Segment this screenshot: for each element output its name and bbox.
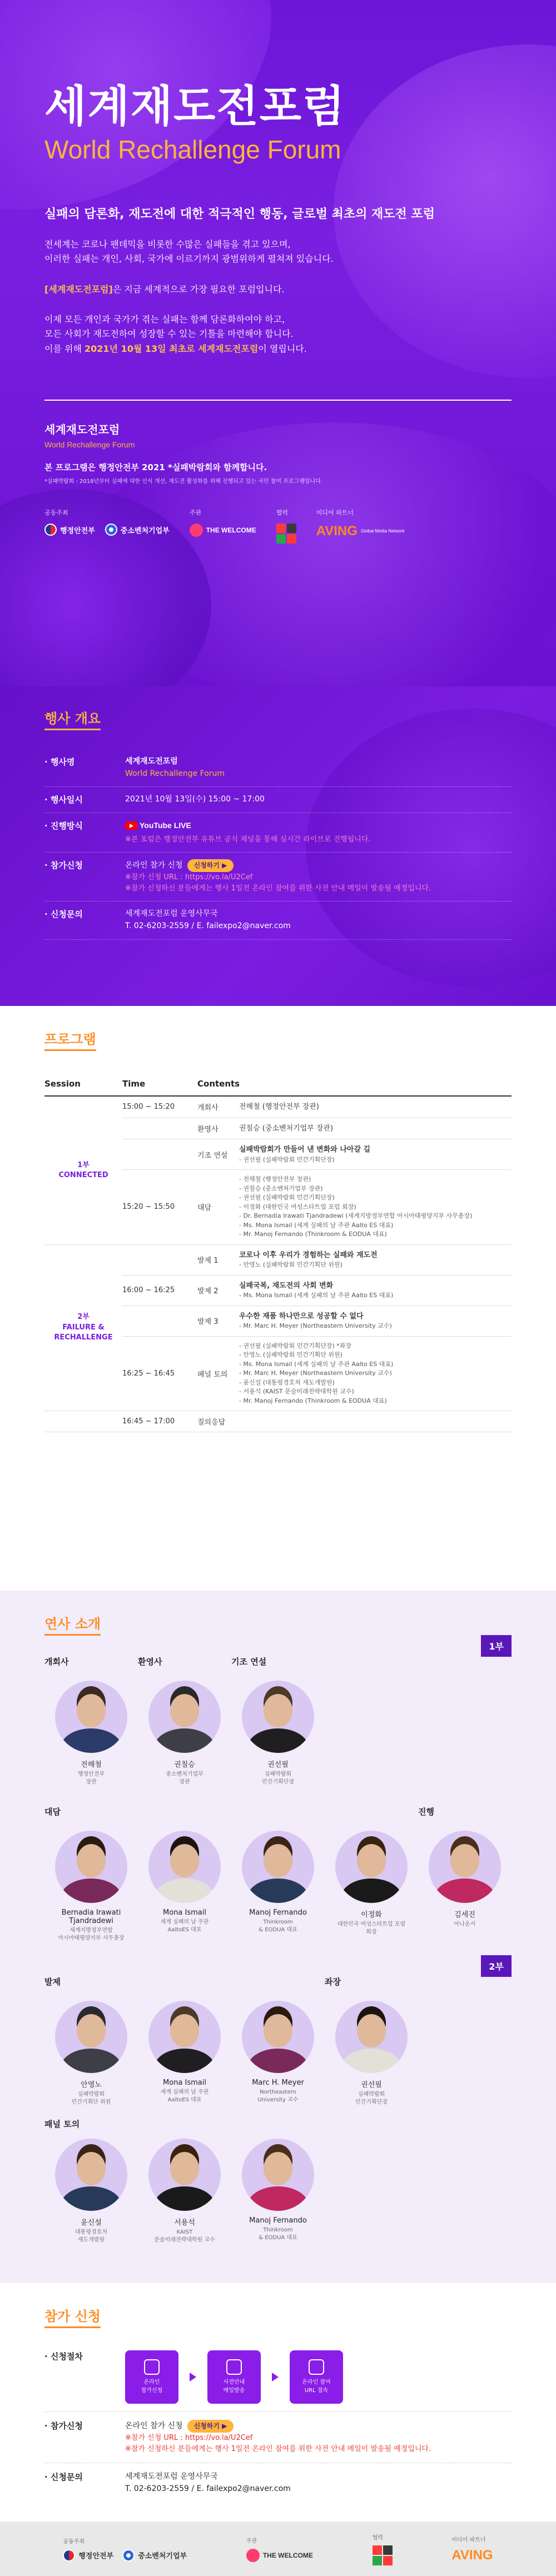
intro-line: 전세계는 코로나 팬데믹을 비롯한 수많은 실패들을 겪고 있으며, xyxy=(44,238,291,250)
footer-organizer-group xyxy=(246,2536,313,2562)
step-label: 사전안내 메일발송 xyxy=(223,2379,245,2394)
reg-row xyxy=(44,2343,512,2412)
overview-row xyxy=(44,787,512,813)
program-desc xyxy=(239,1244,512,1275)
session-label xyxy=(44,1411,122,1432)
group-label: 발제 xyxy=(44,1977,61,1987)
col-header-time: Time xyxy=(122,1073,197,1096)
mail-icon xyxy=(226,2359,242,2375)
program-row xyxy=(44,1244,512,1275)
speaker-role: Thinkroom & EODUA 대표 xyxy=(259,1919,297,1933)
page-title: 세계재도전포럼 xyxy=(44,82,346,132)
speaker-row xyxy=(44,2001,512,2106)
program-time: 16:45 ~ 17:00 xyxy=(122,1411,197,1432)
program-desc xyxy=(239,1306,512,1336)
speaker-row xyxy=(44,2139,512,2244)
avatar xyxy=(242,1681,314,1753)
youtube-play-icon xyxy=(125,821,137,830)
speaker-card xyxy=(138,1831,231,1942)
coop-group xyxy=(276,508,296,544)
the-welcome-logo xyxy=(246,2549,313,2562)
group-label: 환영사 xyxy=(138,1657,162,1667)
cursor-icon xyxy=(144,2359,160,2375)
avatar xyxy=(335,1831,408,1903)
program-desc xyxy=(239,1139,512,1170)
footer xyxy=(0,2522,556,2576)
the-welcome-logo xyxy=(190,524,256,537)
host2-name: 중소벤처기업부 xyxy=(120,526,170,535)
speaker-role: 세계지방정부연합 아시아태평양지부 사무총장 xyxy=(58,1927,125,1941)
reg-row xyxy=(44,2412,512,2463)
speaker-role: 행정안전부 장관 xyxy=(77,1771,105,1785)
apply-button[interactable]: 신청하기 ▶ xyxy=(187,859,234,872)
footer-media-group xyxy=(451,2535,493,2563)
program-time xyxy=(122,1306,197,1336)
section-heading: 프로그램 xyxy=(44,1028,96,1051)
speaker-role: 아나운서 xyxy=(454,1921,476,1927)
avatar xyxy=(55,1831,127,1903)
intro-text xyxy=(44,237,512,356)
welcome-icon xyxy=(190,524,203,537)
program-speaker: - Mr. Manoj Fernando (Thinkroom & EODUA 대표) xyxy=(239,1397,387,1404)
overview-section xyxy=(0,686,556,1006)
program-time: 16:25 ~ 16:45 xyxy=(122,1336,197,1411)
speaker-name: 안영노 xyxy=(81,2081,102,2089)
program-desc xyxy=(239,1170,512,1245)
speaker-card xyxy=(231,2139,325,2244)
speaker-role: 대한민국 여성스타트업 포럼 회장 xyxy=(337,1921,406,1935)
program-speaker: - Mr. Marc H. Meyer (Northeastern University 교수) xyxy=(239,1322,392,1329)
speaker-role: 실패박람회 민간기획단 위원 xyxy=(71,2091,111,2105)
page-title-en: World Rechallenge Forum xyxy=(44,134,341,164)
sub-title-en: World Rechallenge Forum xyxy=(44,440,135,450)
program-type: 대담 xyxy=(197,1170,239,1245)
intro-line: 이러한 실패는 개인, 사회, 국가에 이르기까지 광범위하게 펼쳐져 있습니다. xyxy=(44,253,334,265)
footer-label: 미디어 파트너 xyxy=(451,2537,486,2543)
intro-line: 이를 위해 xyxy=(44,343,85,354)
step-join xyxy=(290,2350,343,2404)
partner-logos xyxy=(44,508,512,544)
contact-info: T. 02-6203-2559 / E. failexpo2@naver.com xyxy=(125,2484,291,2493)
program-time: 15:00 ~ 15:20 xyxy=(122,1096,197,1118)
program-speaker: - 권선필 (실패박람회 민간기획단장) xyxy=(239,1194,335,1201)
section-heading: 연사 소개 xyxy=(44,1613,101,1636)
sub-desc: 본 프로그램은 행정안전부 2021 *실패박람회와 함께합니다. xyxy=(44,462,267,473)
method-value: YouTube LIVE xyxy=(140,821,191,830)
organizer-group xyxy=(190,508,256,544)
program-speaker: - 권칠승 (중소벤처기업부 장관) xyxy=(239,1184,323,1192)
speaker-name: 권선필 xyxy=(361,2081,382,2089)
avatar xyxy=(148,1681,221,1753)
aving-logo xyxy=(451,2548,493,2563)
event-name-en: World Rechallenge Forum xyxy=(125,769,225,778)
media-label: 미디어 파트너 xyxy=(316,509,354,517)
speaker-name: 윤신설 xyxy=(81,2219,102,2227)
group-label: 대담 xyxy=(44,1807,61,1817)
speaker-name: Mona Ismail xyxy=(163,1909,206,1917)
program-speaker: - Mr. Manoj Fernando (Thinkroom & EODUA 대표) xyxy=(239,1230,387,1238)
speaker-name: 권칠승 xyxy=(174,1761,195,1769)
part1-badge: 1부 xyxy=(481,1635,512,1657)
avatar xyxy=(148,2001,221,2073)
program-speaker: - Ms. Mona Ismail (세계 실패의 날 주관 Aalto ES 대표) xyxy=(239,1360,394,1368)
footer-label: 주관 xyxy=(246,2538,257,2544)
method-note: ※본 포럼은 행정안전부 유튜브 공식 채널을 통해 실시간 라이브로 진행됩니다. xyxy=(125,835,371,844)
program-time: 16:00 ~ 16:25 xyxy=(122,1275,197,1306)
apply-note: ※참가 신청하신 분들에게는 행사 1일전 온라인 참여를 위한 사전 안내 메일이 발송될 예정입니다. xyxy=(125,884,431,893)
avatar xyxy=(148,2139,221,2211)
program-speaker: - 이정화 (대한민국 여성스타트업 포럼 회장) xyxy=(239,1203,356,1210)
speaker-name: 서용석 xyxy=(174,2219,195,2227)
apply-label: 온라인 참가 신청 xyxy=(125,861,183,870)
media-group xyxy=(316,508,405,544)
speaker-card xyxy=(231,1831,325,1942)
program-time xyxy=(122,1118,197,1139)
mois-logo xyxy=(63,2549,113,2562)
speaker-card xyxy=(44,1831,138,1942)
program-speaker: - 권선필 (실패박람회 민간기획단장) xyxy=(239,1155,335,1163)
intro-highlight: 2021년 10월 13일 최초로 세계재도전포럼 xyxy=(85,343,259,354)
speaker-card xyxy=(325,1831,418,1942)
speaker-card xyxy=(138,2139,231,2244)
program-speaker: - 윤신설 (대통령경호처 재도개발원) xyxy=(239,1378,335,1386)
youtube-live-logo xyxy=(125,820,191,832)
program-type: 기조 연설 xyxy=(197,1139,239,1170)
speaker-role: 대통령경호처 재도개발원 xyxy=(75,2229,107,2243)
mois-logo xyxy=(44,524,95,536)
avatar xyxy=(55,2139,127,2211)
speaker-role: Northeastern University 교수 xyxy=(257,2089,299,2103)
host-label: 공동주최 xyxy=(44,509,68,517)
speaker-role: 실패박람회 민간기획단장 xyxy=(262,1771,294,1785)
program-topic: 우수한 재품 하나만으로 성공할 수 없다 xyxy=(239,1312,364,1321)
mss-emblem-icon xyxy=(122,2549,135,2562)
session-label: 1부 CONNECTED xyxy=(44,1096,122,1244)
intro-line: 이제 모든 개인과 국가가 겪는 실패는 함께 담론화하여야 하고, xyxy=(44,313,285,325)
avatar xyxy=(55,1681,127,1753)
group-label: 진행 xyxy=(418,1807,434,1817)
speaker-name: 전해철 xyxy=(81,1761,102,1769)
speaker-name: Manoj Fernando xyxy=(249,2216,307,2225)
program-speaker: - 서용석 (KAIST 문술미래전략대학원 교수) xyxy=(239,1388,354,1395)
footer-coop-group xyxy=(373,2533,393,2565)
arrow-right-icon xyxy=(190,2373,196,2381)
row-key: · 신청문의 xyxy=(44,2471,125,2495)
speaker-name: Bernadia Irawati Tjandradewi xyxy=(61,1909,121,1925)
organizer-label: 주관 xyxy=(189,509,201,517)
program-type: 개회사 xyxy=(197,1096,239,1118)
welcome-icon xyxy=(246,2549,260,2562)
program-row xyxy=(44,1096,512,1118)
speaker-name: 이정화 xyxy=(361,1911,382,1919)
aving-logo xyxy=(316,524,405,539)
program-speaker: - Ms. Mona Ismail (세계 실패의 날 주관 Aalto ES 대표) xyxy=(239,1221,394,1229)
program-speaker: - 권선필 (실패박람회 민간기획단장) *좌장 xyxy=(239,1342,352,1349)
program-type: 발제 3 xyxy=(197,1306,239,1336)
play-icon xyxy=(309,2359,324,2375)
program-speaker: 권칠승 (중소벤처기업부 장관) xyxy=(239,1124,334,1133)
media-name: AVING xyxy=(316,524,358,539)
overview-table xyxy=(44,749,512,940)
speaker-card xyxy=(138,2001,231,2106)
program-row xyxy=(44,1411,512,1432)
speaker-role: Thinkroom & EODUA 대표 xyxy=(259,2227,297,2241)
step-apply xyxy=(125,2350,178,2404)
hero-section xyxy=(0,0,556,686)
group-label: 패널 토의 xyxy=(44,2119,80,2129)
divider xyxy=(44,400,512,401)
program-type: 발제 1 xyxy=(197,1244,239,1275)
speaker-card xyxy=(44,2001,138,2106)
speaker-card xyxy=(138,1681,231,1786)
speaker-row xyxy=(44,1831,512,1942)
arrow-right-icon xyxy=(272,2373,279,2381)
speaker-role: 중소벤처기업부 장관 xyxy=(166,1771,203,1785)
avatar xyxy=(242,2139,314,2211)
korea-emblem-icon xyxy=(44,524,57,536)
speaker-card xyxy=(231,1681,325,1786)
apply-url-link[interactable]: ※참가 신청 URL : https://vo.la/U2Cef xyxy=(125,873,253,881)
mss-logo xyxy=(122,2549,187,2562)
host2-name: 중소벤처기업부 xyxy=(138,2552,187,2560)
media-sub: Global Media Network xyxy=(360,528,405,534)
speaker-role: 세계 실패의 날 주관 AaltoES 대표 xyxy=(160,1919,209,1933)
coop-logo-icon xyxy=(373,2545,393,2565)
contact-org: 세계재도전포럼 운영사무국 xyxy=(125,2472,218,2481)
reg-row xyxy=(44,2463,512,2503)
footer-label: 공동주최 xyxy=(63,2538,85,2545)
organizer-name: THE WELCOME xyxy=(262,2551,313,2559)
row-key: · 신청절차 xyxy=(44,2350,125,2404)
program-speaker: - 안영노 (실패박람회 민간기획단 위원) xyxy=(239,1261,342,1268)
program-type: 패널 토의 xyxy=(197,1336,239,1411)
speaker-name: 권선필 xyxy=(267,1761,289,1769)
footer-host-group xyxy=(63,2537,187,2562)
session-label: 2부 FAILURE & RECHALLENGE xyxy=(44,1244,122,1411)
program-table xyxy=(44,1073,512,1432)
row-key: · 참가신청 xyxy=(44,2420,125,2455)
avatar xyxy=(148,1831,221,1903)
program-time: 15:20 ~ 15:50 xyxy=(122,1170,197,1245)
apply-note: ※참가 신청하신 분들에게는 행사 1일전 온라인 참여를 위한 사전 안내 메일이 발송될 예정입니다. xyxy=(125,2444,431,2453)
overview-row xyxy=(44,813,512,853)
avatar xyxy=(242,2001,314,2073)
speaker-card xyxy=(418,1831,512,1942)
speaker-name: Manoj Fernando xyxy=(249,1909,307,1917)
overview-row xyxy=(44,853,512,901)
avatar xyxy=(335,2001,408,2073)
intro-line: 은 지금 세계적으로 가장 필요한 포럼입니다. xyxy=(112,283,285,295)
row-key: · 참가신청 xyxy=(44,859,125,894)
speaker-role: 실패박람회 민간기획단장 xyxy=(355,2091,388,2105)
part2-badge: 2부 xyxy=(481,1955,512,1977)
program-speaker: - Dr. Bernadia Irawati Tjandradewi (세계지방정부연합 아시아태평양지부 사무총장) xyxy=(239,1212,473,1219)
event-date: 2021년 10월 13일(수) 15:00 ~ 17:00 xyxy=(125,795,265,804)
host1-name: 행정안전부 xyxy=(78,2552,114,2560)
apply-label: 온라인 참가 신청 xyxy=(125,2421,183,2430)
speaker-card xyxy=(44,1681,138,1786)
event-name: 세계재도전포럼 xyxy=(125,757,178,766)
mss-emblem-icon xyxy=(105,524,117,536)
overview-row xyxy=(44,749,512,787)
host-group xyxy=(44,508,170,544)
program-type: 환영사 xyxy=(197,1118,239,1139)
coop-logo-icon xyxy=(276,524,296,544)
row-key: · 진행방식 xyxy=(44,820,125,845)
col-header-session: Session xyxy=(44,1073,122,1096)
speaker-role: KAIST 문술미래전략대학원 교수 xyxy=(154,2229,215,2243)
program-speaker: - Ms. Mona Ismail (세계 실패의 날 주관 Aalto ES 대표) xyxy=(239,1292,394,1299)
intro-line: 모든 사회가 재도전하여 성장할 수 있는 기틀을 마련해야 합니다. xyxy=(44,328,294,340)
speaker-name: 김세진 xyxy=(454,1911,475,1919)
program-topic: 실패박람회가 만들어 낸 변화와 나아갈 길 xyxy=(239,1145,371,1154)
program-desc xyxy=(239,1411,512,1432)
apply-url-link[interactable]: ※참가 신청 URL : https://vo.la/U2Cef xyxy=(125,2433,253,2442)
program-speaker: - 안영노 (실패박람회 민간기획단 위원) xyxy=(239,1351,342,1358)
program-speaker: - Mr. Marc H. Meyer (Northeastern University 교수) xyxy=(239,1369,392,1377)
speakers-section xyxy=(0,1591,556,2283)
section-heading: 행사 개요 xyxy=(44,707,101,730)
registration-section xyxy=(0,2283,556,2522)
speaker-card xyxy=(44,2139,138,2244)
tagline: 실패의 담론화, 재도전에 대한 적극적인 행동, 글로벌 최초의 재도전 포럼 xyxy=(44,207,435,221)
section-heading: 참가 신청 xyxy=(44,2305,101,2328)
speaker-name: Mona Ismail xyxy=(163,2079,206,2087)
program-speaker: - 전해철 (행정안전부 장관) xyxy=(239,1175,311,1183)
avatar xyxy=(429,1831,501,1903)
sub-note: *실패박람회 : 2018년부터 실패에 대한 인식 개선, 재도전 활성화를 위해 진행되고 있는 국민 참여 프로그램입니다. xyxy=(44,479,323,485)
speaker-card xyxy=(325,2001,418,2106)
organizer-name: THE WELCOME xyxy=(206,526,256,535)
footer-label: 협력 xyxy=(372,2534,383,2541)
program-type: 발제 2 xyxy=(197,1275,239,1306)
apply-button[interactable]: 신청하기 ▶ xyxy=(187,2420,234,2433)
contact-info: T. 02-6203-2559 / E. failexpo2@naver.com xyxy=(125,921,291,930)
program-topic: 실패국복, 재도전의 사회 변화 xyxy=(239,1281,334,1290)
speaker-name: Marc H. Meyer xyxy=(252,2079,304,2087)
group-label: 개회사 xyxy=(44,1657,69,1667)
program-time xyxy=(122,1244,197,1275)
row-key: · 행사일시 xyxy=(44,794,125,806)
group-label: 기조 연설 xyxy=(231,1657,267,1667)
mss-logo xyxy=(105,524,170,536)
speaker-row xyxy=(44,1681,512,1786)
avatar xyxy=(55,2001,127,2073)
avatar xyxy=(242,1831,314,1903)
col-header-contents: Contents xyxy=(197,1073,512,1096)
korea-emblem-icon xyxy=(63,2549,75,2562)
program-section xyxy=(0,1006,556,1591)
group-label: 좌장 xyxy=(325,1977,341,1987)
intro-line: 이 열립니다. xyxy=(258,343,307,354)
media-name: AVING xyxy=(451,2547,493,2563)
step-label: 온라인 참가신청 xyxy=(141,2379,163,2394)
row-key: · 신청문의 xyxy=(44,908,125,932)
program-time xyxy=(122,1139,197,1170)
program-topic: 코로나 이후 우리가 경험하는 실패와 재도전 xyxy=(239,1250,378,1259)
speaker-card xyxy=(231,2001,325,2106)
program-speaker: 전해철 (행정안전부 장관) xyxy=(239,1103,319,1111)
step-label: 온라인 참여 URL 접속 xyxy=(302,2379,331,2394)
speaker-role: 세계 실패의 날 주관 AaltoES 대표 xyxy=(160,2089,209,2103)
sub-title: 세계재도전포럼 xyxy=(44,423,120,437)
program-desc xyxy=(239,1096,512,1118)
coop-label: 협력 xyxy=(276,509,288,517)
program-type: 질의응답 xyxy=(197,1411,239,1432)
program-desc xyxy=(239,1336,512,1411)
contact-org: 세계재도전포럼 운영사무국 xyxy=(125,909,218,919)
overview-row xyxy=(44,901,512,939)
program-desc xyxy=(239,1275,512,1306)
intro-highlight: [세계재도전포럼] xyxy=(44,283,113,295)
row-key: · 행사명 xyxy=(44,756,125,780)
step-mail xyxy=(207,2350,261,2404)
host1-name: 행정안전부 xyxy=(60,526,95,535)
steps-flow xyxy=(125,2350,512,2404)
program-desc xyxy=(239,1118,512,1139)
